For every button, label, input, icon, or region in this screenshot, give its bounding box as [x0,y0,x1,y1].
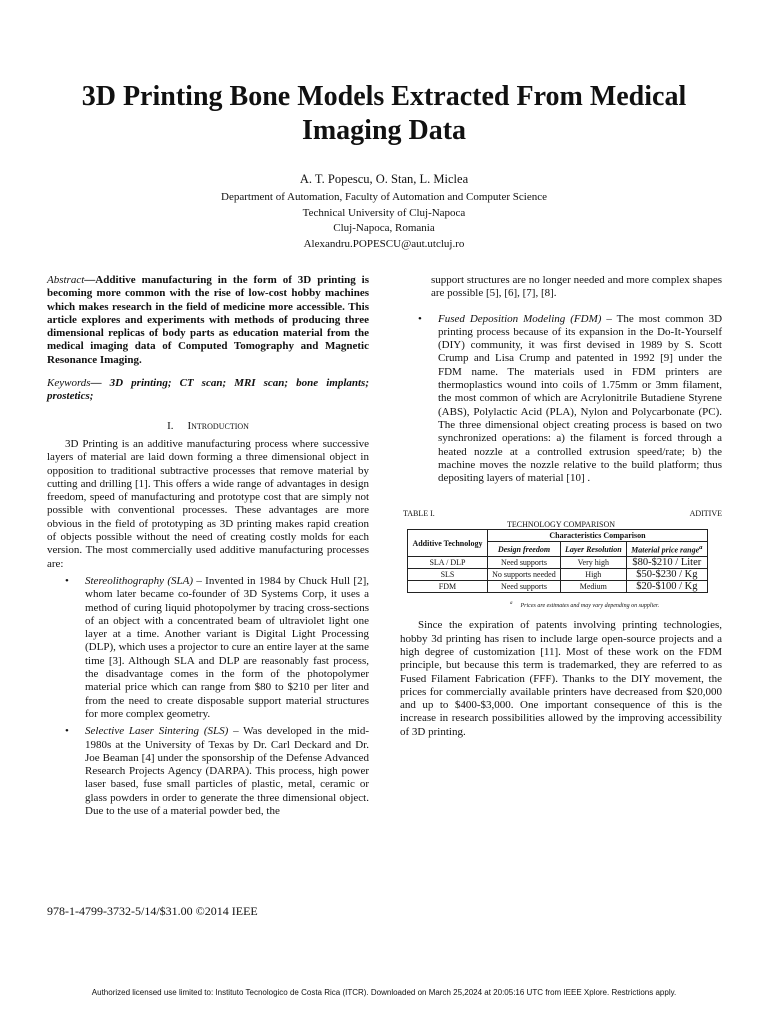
bullet-sls [47,725,369,818]
bullet-text: – The most common 3D printing process because of its expansion in the Do-It-Yourself (DIY) community, it was first devised in 1989 by S. Scott Crump and Lisa Crump and patented in 1992 [9] under the FDM name. The materials used in FDM printers are thermoplastics wound into coils of 1.75mm or 3mm filament, the most common of which are Acrylonitrile Butadiene Styrene (ABS), Polylactic Acid (PLA), Nylon and Polycarbonate (PC). The three dimensional object creating process is based on two synchronized operations: a) the filament is forced through a heated nozzle at a controlled extrusion speed/rate; b) the machine moves the nozzle relative to the build platform; thus depositing layers of material [10] . [438,312,723,485]
table-row [408,581,708,593]
bullet-sla [47,575,369,721]
bullet-icon: • [418,312,422,325]
abstract-label: Abstract [47,274,85,286]
table-cell: Need supports [487,557,560,569]
bullet-text: – Was developed in the mid-1980s at the University of Texas by Dr. Carl Deckard and Dr. Joe Beaman [4] under the sponsorship of the Defense Advanced Research Projects Agency (DARPA). This process, high power laser based, fuse small particles of plastic, metal, ceramic or glass powders in order to generate the three dimensional object. Due to the use of a material powder bed, the [85,725,369,817]
bullet-continuation: support structures are no longer needed and more complex shapes are possible [5], [6], [7], [8]. [431,274,722,300]
footnote-marker: a [699,544,703,552]
table-cell: Medium [560,581,626,593]
body-paragraph: Since the expiration of patents involving printing technologies, hobby 3d printing has risen to include large open-source projects and a high degree of customization [11]. Most of these work on the FDM principle, but because this term is trademarked, they are referred to as Fused Filament Fabrication (FFF). Thanks to the DIY movement, the prices for commercially available printers have decreased from $20,000 and up to $400-$3,000. One important consequence of this is the increase in research possibilities allowed by the improving accessibility of 3D printing. [400,619,722,738]
bullet-term: Fused Deposition Modeling (FDM) [438,312,602,325]
table-cell: $80-$210 / Liter [626,557,707,569]
keywords [47,377,369,404]
abstract-text: —Additive manufacturing in the form of 3D printing is becoming more common with the rise of low-cost hobby machines which makes research in the field of medicine more accessible. This article explores and experiments with methods of producing three dimensional replicas of body parts as education material from the medical imaging data of Computed Tomography and Magnetic Resonance Imaging. [47,274,369,366]
section-title: Introduction [187,419,249,432]
paper-title: 3D Printing Bone Models Extracted From Medical Imaging Data [81,81,687,146]
abstract [47,274,369,367]
footnote-text: Prices are estimates and may vary depending on supplier. [520,603,660,610]
bullet-icon: • [65,725,69,738]
left-column [47,274,369,818]
table-header-price: Material price range$^a$ [626,542,707,557]
table-cell: $20-$100 / Kg [626,581,707,593]
table-cell: SLS [408,569,488,581]
right-column [400,274,722,739]
table-header-technology: Additive Technology [408,530,488,557]
technology-comparison-table [407,529,708,593]
author-list: A. T. Popescu, O. Stan, L. Miclea [299,172,469,186]
table-caption [400,507,722,529]
table-row [408,569,708,581]
table-cell: No supports needed [487,569,560,581]
section-number: I. [167,419,174,432]
table-footnote [510,597,722,613]
affiliation-line: Department of Automation, Faculty of Automation and Computer Science [221,191,547,203]
table-caption-subtitle: TECHNOLOGY COMPARISON [506,520,616,530]
table-cell: $50-$230 / Kg [626,569,707,581]
copyright-line: 978-1-4799-3732-5/14/$31.00 ©2014 IEEE [47,904,258,918]
section-heading [47,420,369,433]
keywords-text: — 3D printing; CT scan; MRI scan; bone implants; prostetics; [47,377,369,403]
table-cell: High [560,569,626,581]
footnote-marker: a [510,601,513,607]
bullet-fdm [400,313,722,486]
table-row [408,557,708,569]
table-cell: Need supports [487,581,560,593]
author-email: Alexandru.POPESCU@aut.utcluj.ro [303,237,465,250]
bullet-text: – Invented in 1984 by Chuck Hull [2], whom later became co-founder of 3D Systems Corp, it uses a method of curing liquid photopolymer by tracing cross-sections of an object with a concentrated beam of ultraviolet light one layer at a time. Another variant is Digital Light Processing (DLP), which uses a projector to cure an entire layer at the same time [3]. Although SLA and DLP are reasonably fast process, the disadvantage comes in the form of the photopolymer material price which can range from $80 to $210 per liter and from the need to create disposable support material structures for more complex geometry. [85,574,369,720]
bullet-term: Selective Laser Sintering (SLS) [85,725,229,738]
keywords-label: Keywords [47,377,91,390]
bullet-icon: • [65,574,69,587]
affiliation-block [0,190,768,252]
table-cell: Very high [560,557,626,569]
table-cell: FDM [408,581,488,593]
license-notice: Authorized licensed use limited to: Instituto Tecnologico de Costa Rica (ITCR). Downloaded on March 25,2024 at 20:05:16 UTC from IEEE Xplore. Restrictions apply. [91,988,677,997]
table-header-resolution: Layer Resolution [560,542,626,557]
affiliation-line: Technical University of Cluj-Napoca [302,206,466,219]
table-label: TABLE I. [403,509,435,519]
table-header-group: Characteristics Comparison [487,530,707,542]
table-cell: SLA / DLP [408,557,488,569]
intro-paragraph: 3D Printing is an additive manufacturing process where successive layers of material are laid down forming a three dimensional object in opposition to traditional subtractive processes that remove material by cutting and drilling [1]. This offers a wide range of advantages in design freedom, speed of manufacturing and prototype cost that are simply not possible with conventional processes. These advantages are more obvious in the field of prototyping as 3D printing makes rapid creation of objects possible without the need of creating costly molds for each version. The most commercially used additive manufacturing processes are: [47,437,369,570]
table-caption-right: ADITIVE [689,509,722,519]
affiliation-line: Cluj-Napoca, Romania [333,222,435,234]
table-header-freedom: Design freedom [487,542,560,557]
bullet-term: Stereolithography (SLA) [85,574,194,587]
